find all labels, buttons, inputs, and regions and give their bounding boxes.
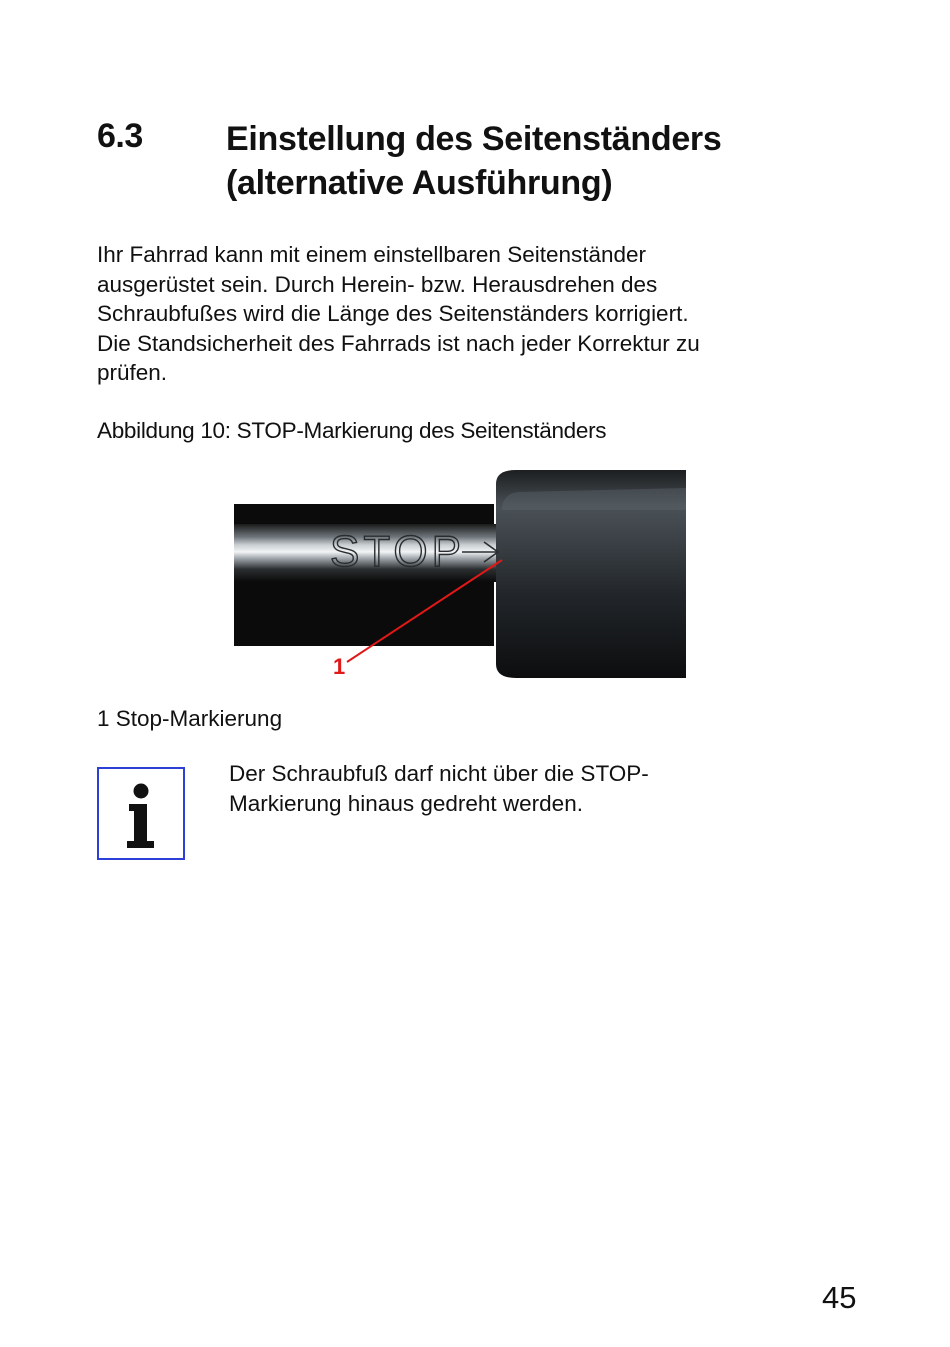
callout-number: 1 xyxy=(333,654,346,679)
note-text xyxy=(229,759,789,819)
page-number: 45 xyxy=(822,1280,857,1315)
section-title-line-2: (alternative Ausführung) xyxy=(226,164,613,202)
body-line: ausgerüstet sein. Durch Herein- bzw. Herausdrehen des xyxy=(97,271,658,297)
note-line-2: Markierung hinaus gedreht werden. xyxy=(229,791,583,816)
body-line: prüfen. xyxy=(97,360,168,385)
section-title xyxy=(226,117,866,205)
stop-engraving: STOP xyxy=(330,527,466,576)
body-line: Die Standsicherheit des Fahrrads ist nach jeder Korrektur zu xyxy=(97,330,700,356)
section-title-line-1: Einstellung des Seitenständers xyxy=(226,120,722,158)
section-number: 6.3 xyxy=(97,117,143,155)
body-line: Schraubfußes wird die Länge des Seitenständers korrigiert. xyxy=(97,301,689,326)
body-paragraph xyxy=(97,240,837,388)
figure-caption: Abbildung 10: STOP-Markierung des Seitenständers xyxy=(97,418,607,443)
info-icon xyxy=(97,767,185,860)
note-line-1: Der Schraubfuß darf nicht über die STOP- xyxy=(229,761,649,786)
body-line: Ihr Fahrrad kann mit einem einstellbaren Seitenständer xyxy=(97,242,647,267)
kickstand-photo xyxy=(234,470,686,682)
figure-legend-item: 1 Stop-Markierung xyxy=(97,706,283,731)
